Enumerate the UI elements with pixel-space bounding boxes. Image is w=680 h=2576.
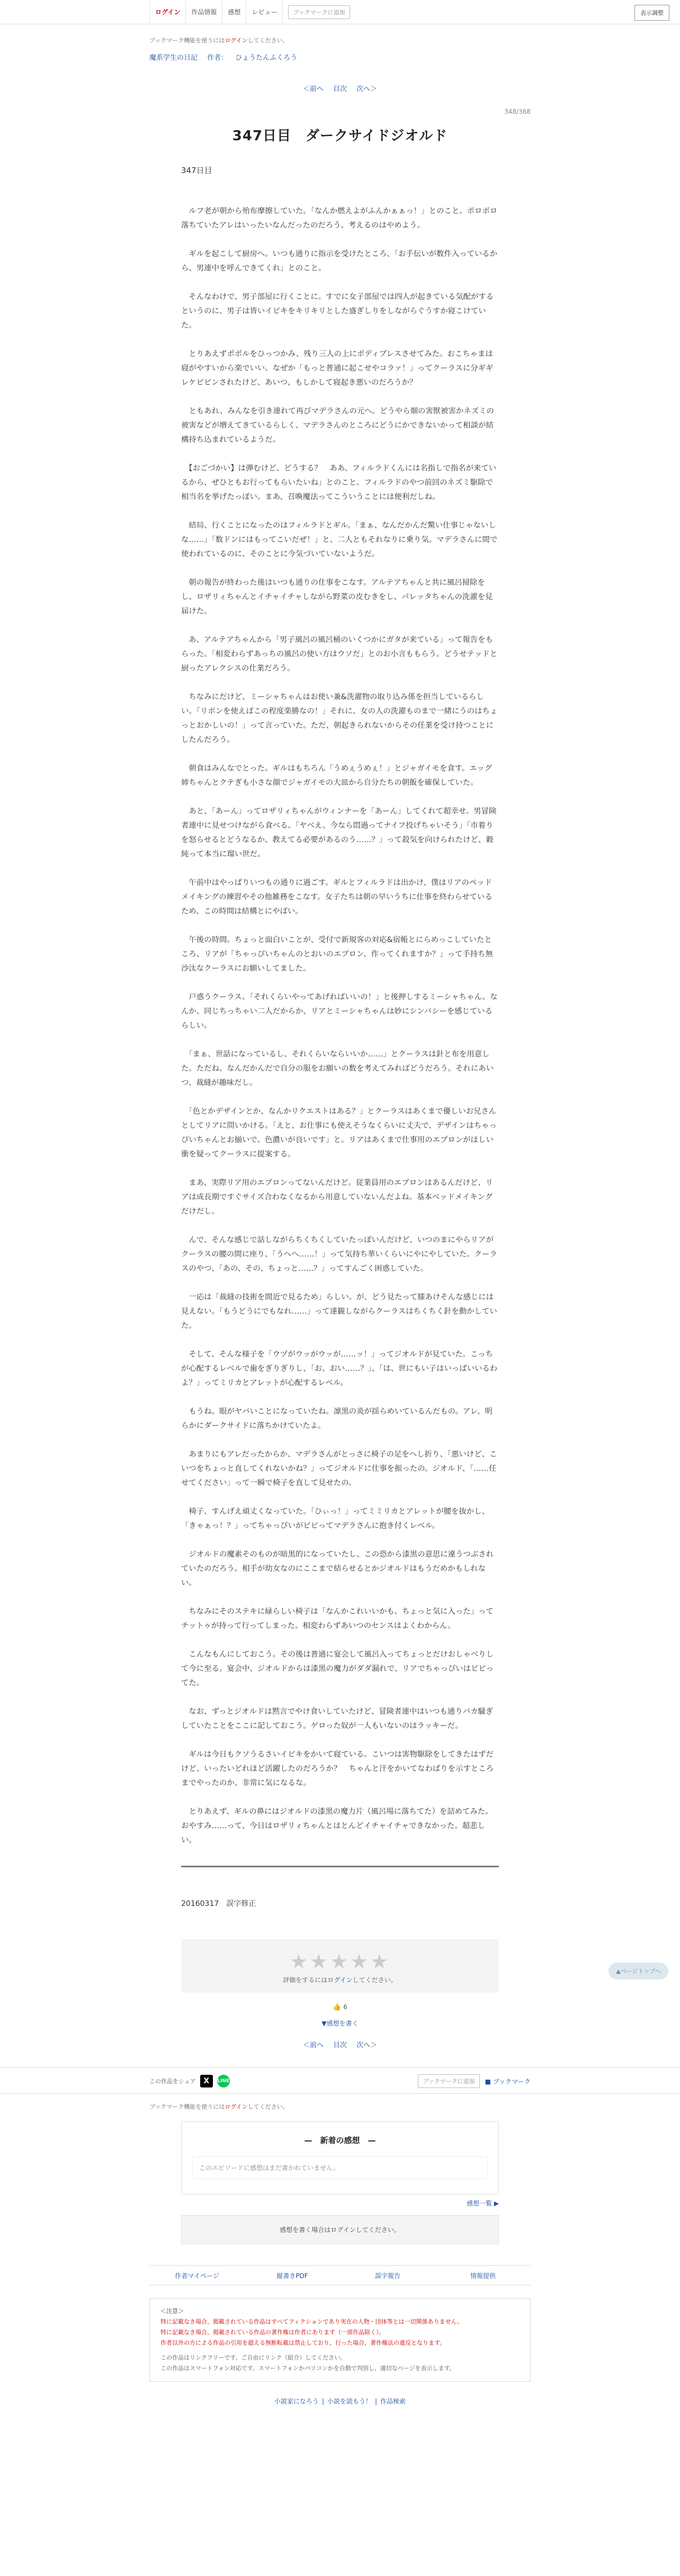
impression-login-message: 感想を書く場合はログインしてください。 bbox=[181, 2215, 499, 2244]
author-prefix: 作者： bbox=[207, 54, 228, 62]
share-label: この作品をシェア bbox=[149, 2078, 196, 2085]
latest-impressions bbox=[181, 2121, 499, 2194]
nav-work-info[interactable]: 作品情報 bbox=[186, 0, 222, 24]
paragraph-list bbox=[181, 204, 499, 1848]
body-paragraph: あ、アルテアちゃんから「男子風呂の風呂桶のいくつかにガタが来ている」って報告をもらった。「相変わらずあっちの風呂の使い方はウソだ」とのお小言ももらう。どうせテッドと厨ったアレクシスの仕業だろう。 bbox=[181, 636, 498, 673]
share-inner bbox=[149, 2068, 531, 2094]
narou-link[interactable]: 小説家になろう bbox=[274, 2398, 319, 2405]
body-paragraph: まあ、実際リア用のエプロンってないんだけど。従業員用のエプロンはあるんだけど、リアは成長期ですぐサイズ合わなくなるから用意していないんだよね。基本ベッドメイキングだけだし。 bbox=[181, 1179, 494, 1216]
body-paragraph: 結局、行くことになったのはフィルラドとギル。「まぁ、なんだかんだ驚い仕事じゃないしな……」「数ドンにはもってこいだぜ！」と、二人ともそれなりに乗り気。マデラさんに間で使われているのに、そのことに今気づいていないようだ。 bbox=[181, 521, 498, 558]
body-paragraph: 【おごづかい】は弾むけど、どうする？ ああ、フィルラドくんには名指しで指名が来ているから、ぜひともお行ってもらいたいね」とのこと。フィルラドのやつ前回のネズミ駆除で相当名を挙げたっぽい。まあ、召喚魔法ってこういうことには便利だしね。 bbox=[181, 464, 497, 501]
body-paragraph: そんなわけで、男子部屋に行くことに。すでに女子部屋では四人が起きている気配がするというのに、男子は皆いイビキをキリキリとした盛ぎしりをしながらぐうすか寝こけていた。 bbox=[181, 293, 494, 330]
add-bookmark-button[interactable]: ブックマークに追加 bbox=[288, 5, 350, 19]
author-label bbox=[207, 54, 297, 62]
body-paragraph: 朝の報告が終わった後はいつも通りの仕事をこなす。アルテアちゃんと共に風呂掃除をし、ロザリィちゃんとイチャイチャしながら野菜の皮むきをし、パレッタちゃんの洗濯を見届けた。 bbox=[181, 579, 493, 616]
caution-heading: ＜注意＞ bbox=[160, 2308, 184, 2315]
search-link[interactable]: 作品検索 bbox=[380, 2398, 406, 2405]
typo-report-link[interactable]: 誤字報告 bbox=[374, 2272, 400, 2280]
author-mypage-link[interactable]: 作者マイページ bbox=[175, 2272, 219, 2280]
bookmark-notice bbox=[149, 36, 531, 44]
like-count: 6 bbox=[343, 2003, 347, 2011]
back-to-top-button[interactable]: ▲ページトップへ bbox=[609, 1963, 668, 1980]
caution-box bbox=[149, 2298, 531, 2382]
toc-link-bottom[interactable]: 目次 bbox=[333, 2041, 347, 2049]
link-free-note bbox=[160, 2353, 520, 2374]
top-nav bbox=[149, 0, 531, 24]
line-share-icon[interactable]: LINE bbox=[217, 2075, 230, 2087]
impressions-title: — 新着の感想 — bbox=[304, 2136, 376, 2145]
share-right bbox=[418, 2074, 531, 2088]
top-bar bbox=[0, 0, 680, 24]
body-paragraph: こんなもんにしておこう。その後は普通に宴会して風呂入ってちょっとだけおしゃべりして今に至る。宴会中、ジオルドからは漆黒の魔力がダダ漏れで、リアでちゃっぴいはビビってた。 bbox=[181, 1650, 494, 1687]
body-paragraph: んで、そんな感じで話しながらちくちくしていたっぽいんだけど、いつのまにやらリアがクーラスの腰の間に座り、「うへへ……！」って気持ち華いくらいにやにやしていた。クーラスのやつ、「あの、その、ちょっと……？」ってすんごく困惑していた。 bbox=[181, 1236, 497, 1273]
impressions-empty: このエピソードに感想はまだ書かれていません。 bbox=[192, 2156, 488, 2179]
bookmark-notice-bottom bbox=[149, 2102, 531, 2111]
caution-line: 作者以外の方による作品の引用を超える無断転載は禁止しており、行った場合、著作権法の違反となります。 bbox=[160, 2339, 446, 2346]
impressions-list-link[interactable]: 感想一覧 ▶ bbox=[466, 2200, 499, 2207]
footer-links bbox=[149, 2265, 531, 2285]
notice-bottom-prefix: ブックマーク機能を使うには bbox=[149, 2103, 225, 2110]
rating-stars[interactable]: ★★★★★ bbox=[289, 1950, 391, 1973]
body-paragraph: 椅子、すんげえ頑丈くなっていた。「ひぃっ！」ってミミリカとアレットが腰を抜かし、「きゃぁっ！？」ってちゃっぴいがビビってマデラさんに抱き付くレベル。 bbox=[181, 1507, 489, 1530]
notice-bottom-login-link[interactable]: ログイン bbox=[225, 2103, 248, 2110]
body-paragraph: 朝食はみんなでとった。ギルはもちろん「うめぇうめぇ！」とジャガイモを食す。エッグ姉ちゃんとクテぎも小さな顔でジャガイモの大皿から自分たちの朝飯を確保していた。 bbox=[181, 764, 493, 787]
thumbs-up-icon: 👍 bbox=[333, 2003, 342, 2011]
body-paragraph: とりあえず、ギルの鼻にはジオルドの漆黒の魔力片（風呂場に落ちてた）を詰めてみた。おやすみ……って、今日はロザリィちゃんとはとんどイチャイチャできなかった。超悲しい。 bbox=[181, 1807, 493, 1845]
rating-prefix: 評価をするには bbox=[283, 1976, 328, 1984]
next-link[interactable]: 次へ＞ bbox=[356, 85, 378, 93]
body-paragraph: もうね。眼がヤバいことになっていたね。凛黒の炎が揺らめいているんだもの。アレ、明らかにダークサイドに落ちかけていたよ。 bbox=[181, 1407, 493, 1430]
body-paragraph: あと、「あーん」ってロザリィちゃんがウィンナーを「あーん」してくれて超幸せ。男冒険者連中に見せつけながら食べる。「ヤベえ、今なら悶過ってナイフ投げちゃいそう」「市着りを怒らせるとどうなるか、教えてる必要があるのう……？」って殺気を向けられたけど、穀純って本当に瑠い世だ。 bbox=[181, 807, 497, 858]
rating-message bbox=[181, 1975, 499, 1984]
body-paragraph: そして、そんな様子を「ウヅがウッがウッが……ッ！」ってジオルドが見ていた。こっちが心配するレベルで歯をぎりぎりし、「お、おい……？」、「は、世にもい子はいっぱいいるわよ？」ってミリカとアレットが心配するレベル。 bbox=[181, 1350, 498, 1387]
body-paragraph: ちなみにそのステキに緑らしい椅子は「なんかこれいいかも。ちょっと気に入った」ってチットゥが持って行ってしまった。相変わらずあいつのセンスはよくわからん。 bbox=[181, 1607, 494, 1630]
author-link[interactable]: ひょうたんふくろう bbox=[235, 54, 298, 62]
body-paragraph: 「色とかデザインとか、なんかリクエストはある？」とクーラスはあくまで優しいお兄さんとしてリアに問いかける。「えと、お仕事にも使えそうなくらいに丈夫で、デザインはちゃっぴいちゃんとお揃いで。色濃いが良いです」と。リアはあくまで仕事用のエプロンがほしい衝を疑ってクーラスに提案する。 bbox=[181, 1107, 497, 1159]
body-paragraph: 一応は「裁縫の技術を間近で見るため」らしい。が、どう見たって膝あけそんな感じには見えない。「もうどうにでもなれ……」って達観しながらクーラスはちくちく針を動かしていた。 bbox=[181, 1293, 497, 1330]
notice-suffix: してください。 bbox=[247, 37, 289, 44]
caution-info-line: この作品はリンクフリーです。ご自由にリンク（紹介）してください。 bbox=[160, 2354, 346, 2361]
prev-link[interactable]: ＜前へ bbox=[302, 85, 324, 93]
toc-link[interactable]: 目次 bbox=[333, 85, 347, 93]
chapter-title: 347日目 ダークサイドジオルド bbox=[232, 128, 448, 144]
breadcrumb bbox=[149, 52, 531, 62]
body-paragraph: ジオルドの魔素そのものが暗黒的になっていたし、この恐から漆黒の意思に違うつぶされていたのだろう。相手が幼女なのにここまで結らせるとかジオルドはもうだめかもしれない。 bbox=[181, 1550, 494, 1587]
body-paragraph: 午後の時間。ちょっと面白いことが、受付で新規客の対応&宿帳とにらめっこしていたところ、リアが「ちゃっぴいちゃんのとおいのエプロン、作ってくれますか？」って手持ち無沙汰なクーラスにお願いしてました。 bbox=[181, 936, 493, 973]
caution-info-line: この作品はスマートフォン対応です。スマートフォンかパソコンかを自動で判別し、適切なページを表示します。 bbox=[160, 2365, 455, 2372]
rating-suffix: してください。 bbox=[352, 1976, 397, 1984]
body-paragraph: ルフ老が朝から殆布摩擦していた。「なんか燃えよがふんかぁぁっ！」とのこと。ボロボロ落ちていたアレはいったいなんだったのだろう。考えるのはやめよう。 bbox=[181, 207, 498, 230]
rating-login-link[interactable]: ログイン bbox=[327, 1976, 353, 1984]
afterword-divider bbox=[181, 1866, 499, 1867]
afterword: 20160317 誤字修正 bbox=[181, 1900, 256, 1908]
caution-line: 特に記載なき場合、掲載されている作品はすべてフィクションであり実在の人物・団体等とは一切関係ありません。 bbox=[160, 2318, 463, 2325]
body-paragraph: 午前中はやっぱりいつもの通りに過ごす。ギルとフィルラドは出かけ、僕はリアのペッドメイキングの練習やその他雑務をこなす。女子たちは朝の早いうちに仕事を終わらせているため、この時間は結構とにやばい。 bbox=[181, 879, 493, 916]
like-button[interactable] bbox=[0, 2003, 680, 2011]
body-heading: 347日目 bbox=[181, 166, 212, 175]
body-paragraph: 「まぁ、世話になっているし、それくらいならいいか……」とクーラスは針と布を用意した。ただね、なんだかんだで自分の服をお願いの数を考えてみればどうだろう。それにあいつ、裁縫が趣味だし。 bbox=[181, 1050, 494, 1087]
notice-login-link[interactable]: ログイン bbox=[225, 37, 248, 44]
body-paragraph: あまりにもアレだったからか、マデラさんがとっさに椅子の足をへし折り、「悪いけど、こいつをちょっと直してくれないかね？」ってジオルドに仕事を振ったの。ジオルド、「……任せてください」って一瞬で椅子を直して見せたの。 bbox=[181, 1450, 497, 1487]
yomou-link[interactable]: 小説を読もう！ bbox=[327, 2398, 372, 2405]
rating-box bbox=[181, 1939, 499, 1993]
share-bar bbox=[0, 2067, 680, 2094]
pager-bottom bbox=[0, 2039, 680, 2049]
body-paragraph: なお、ずっとジオルドは黙言でやけ食いしていたけど、冒険者連中はいつも通りバカ騒ぎしていたことをここに記しておこう。ゲロった奴が一人もいないのはラッキーだ。 bbox=[181, 1707, 494, 1730]
bookmark-link[interactable]: ■ ブックマーク bbox=[485, 2077, 531, 2085]
next-link-bottom[interactable]: 次へ＞ bbox=[356, 2041, 378, 2049]
bottom-links: 小説家になろう | 小説を読もう！ | 作品検索 bbox=[274, 2398, 406, 2405]
prev-link-bottom[interactable]: ＜前へ bbox=[302, 2041, 324, 2049]
pager-top bbox=[0, 83, 680, 93]
caution-line: 特に記載なき場合、掲載されている作品の著作権は作者にあります（一部作品除く）。 bbox=[160, 2329, 385, 2336]
display-settings-button[interactable]: 表示調整 bbox=[634, 5, 669, 21]
body-paragraph: ともあれ、みんなを引き連れて再びマデラさんの元へ。どうやら畑の害獣被害かネズミの被害などが増えてきているらしく、マデラさんのところにどうにかできないかって相談が結構持ち込まれているようだ。 bbox=[181, 407, 494, 444]
page-number: 348/368 bbox=[504, 108, 531, 115]
notice-prefix: ブックマーク機能を使うには bbox=[149, 37, 225, 44]
notice-bottom-suffix: してください。 bbox=[247, 2103, 289, 2110]
novel-body bbox=[181, 165, 499, 1867]
write-impression-link[interactable]: ▼感想を書く bbox=[321, 2020, 359, 2027]
x-share-icon[interactable]: X bbox=[200, 2075, 213, 2087]
login-link[interactable]: ログイン bbox=[149, 0, 186, 24]
body-paragraph: ギルを起こして厨房へ。いつも通りに指示を受けたところ、「お手伝いが数件入っているから、男連中を呼んできてくれ」とのこと。 bbox=[181, 250, 498, 273]
body-paragraph: 戸惑うクーラス。「それくらいやってあげればいいの！」と後押しするミーシャちゃん。なんか、同じちっちゃい二人だからか、リアとミーシャちゃんは妙にシンパシーを感じているらしい。 bbox=[181, 993, 498, 1030]
info-report-link[interactable]: 情報提供 bbox=[470, 2272, 496, 2280]
add-bookmark-button-bottom[interactable]: ブックマークに追加 bbox=[418, 2074, 479, 2088]
series-link[interactable]: 魔系学生の日記 bbox=[149, 54, 198, 62]
body-paragraph: ギルは今日もクソうるさいイビキをかいて寝ている。こいつは害物駆除をしてきたはずだけど、いったいどれほど活躍したのだろうか？ ちゃんと汗をかいてなわばりを示すところまでやったのか、非常に気になるな。 bbox=[181, 1750, 494, 1787]
body-paragraph: とりあえずポポルをひっつかみ、残り三人の上にポディプレスさせてみた。おこちゃまは寝がやすいから楽でいい。なぜか「もっと普通に起こせやコラァ！」ってクーラスに分ギギレケピピンされたけど、あいつ、もしかして寝起き悪いのだろうか？ bbox=[181, 350, 494, 387]
nav-impressions[interactable]: 感想 bbox=[222, 0, 246, 24]
vertical-pdf-link[interactable]: 縦書きPDF bbox=[276, 2272, 308, 2280]
body-paragraph: ちなみにだけど、ミーシャちゃんはお使い兼&洗濯物の取り込み係を担当しているらしい。「リボンを使えばこの程度楽勝なの！」それに、女の人の洗濯ものまで一緒にうのはちょっとおかしいの！」って言っていた。ただ、朝起きられないからその任業を受け持つことにしたんだろう。 bbox=[181, 693, 498, 744]
nav-reviews[interactable]: レビュー bbox=[246, 0, 283, 24]
